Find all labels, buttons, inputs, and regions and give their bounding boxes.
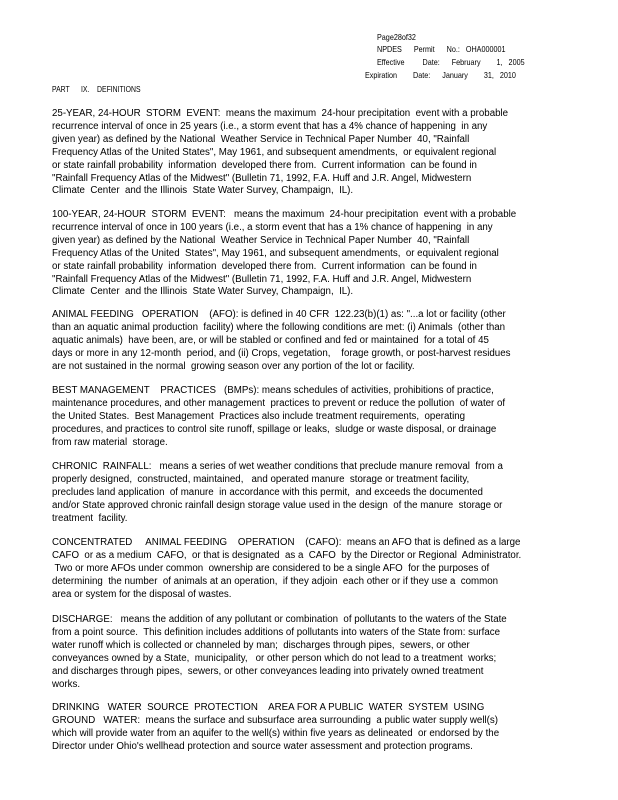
- expiration-date: Expiration Date: January 31, 2010: [365, 70, 516, 80]
- text-line: "Rainfall Frequency Atlas of the Midwest" (Bulletin 71, 1992, F.A. Huff and J.R. Angel, Midwestern: [52, 273, 472, 285]
- text-line: 25-YEAR, 24-HOUR STORM EVENT: means the maximum 24-hour precipitation event with a probable: [52, 108, 509, 119]
- effective-date: Effective Date: February 1, 2005: [377, 57, 525, 67]
- text-line: Climate Center and the Illinois State Water Survey, Champaign, IL).: [52, 185, 354, 197]
- text-line: given year) as defined by the National Weather Service in Technical Paper Number 40, "Rainfall: [52, 133, 470, 145]
- definition-25-year-storm: [52, 108, 612, 198]
- text-line: procedures, and practices to control site runoff, spillage or leaks, sludge or waste disposal, or drainage: [52, 423, 497, 435]
- text-line: treatment facility.: [52, 512, 128, 524]
- text-line: Frequency Atlas of the United States", May 1961, and subsequent amendments, or equivalent regional: [52, 146, 497, 158]
- text-line: from a point source. This definition includes additions of pollutants into waters of the State from: surface: [52, 626, 501, 638]
- part-heading: PART IX. DEFINITIONS: [52, 84, 141, 94]
- definition-chronic-rainfall: [52, 461, 612, 526]
- text-line: GROUND WATER: means the surface and subsurface area surrounding a public water supply well(s): [52, 714, 499, 726]
- text-line: CHRONIC RAINFALL: means a series of wet weather conditions that preclude manure removal from a: [52, 461, 503, 472]
- text-line: and discharges through pipes, sewers, or other conveyances leading into privately owned treatment: [52, 665, 484, 677]
- text-line: and/or State approved chronic rainfall design storage value used in the design of the manure storage or: [52, 499, 503, 511]
- definition-100-year-storm: [52, 209, 612, 299]
- text-line: are not sustained in the normal growing season over any portion of the lot or facility.: [52, 360, 415, 372]
- text-line: ANIMAL FEEDING OPERATION (AFO): is defined in 40 CFR 122.23(b)(1) as: "...a lot or facility (other: [52, 309, 506, 320]
- definition-cafo: [52, 537, 612, 602]
- text-line: BEST MANAGEMENT PRACTICES (BMPs): means schedules of activities, prohibitions of practice,: [52, 385, 494, 396]
- text-line: or state rainfall probability information developed there from. Current information can be found in: [52, 260, 477, 272]
- text-line: 100-YEAR, 24-HOUR STORM EVENT: means the maximum 24-hour precipitation event with a probable: [52, 209, 517, 220]
- text-line: determining the number of animals at an operation, if they adjoin each other or if they use a common: [52, 575, 499, 587]
- definition-afo: [52, 309, 612, 374]
- text-line: DISCHARGE: means the addition of any pollutant or combination of pollutants to the waters of the State: [52, 614, 507, 625]
- text-line: than an aquatic animal production facility) where the following conditions are met: (i) Animals (other than: [52, 321, 506, 333]
- text-line: precludes land application of manure in accordance with this permit, and exceeds the documented: [52, 486, 483, 498]
- text-line: works.: [52, 678, 81, 690]
- text-line: properly designed, constructed, maintained, and operated manure storage or treatment facility,: [52, 473, 470, 485]
- definition-bmps: [52, 385, 612, 450]
- text-line: from raw material storage.: [52, 436, 168, 448]
- text-line: conveyances owned by a State, municipality, or other person which do not lead to a treatment works;: [52, 652, 497, 664]
- permit-number: NPDES Permit No.: OHA000001: [377, 44, 506, 54]
- text-line: area or system for the disposal of wastes.: [52, 588, 232, 600]
- text-line: or state rainfall probability information developed there from. Current information can be found in: [52, 159, 477, 171]
- text-line: days or more in any 12-month period, and (ii) Crops, vegetation, forage growth, or post-harvest residues: [52, 347, 511, 359]
- text-line: Director under Ohio's wellhead protection and source water assessment and protection programs.: [52, 740, 473, 752]
- text-line: given year) as defined by the National Weather Service in Technical Paper Number 40, "Rainfall: [52, 234, 470, 246]
- text-line: recurrence interval of once in 25 years (i.e., a storm event that has a 4% chance of happening in any: [52, 120, 488, 132]
- definition-discharge: [52, 614, 612, 691]
- text-line: recurrence interval of once in 100 years (i.e., a storm event that has a 1% chance of happening in any: [52, 221, 493, 233]
- text-line: CONCENTRATED ANIMAL FEEDING OPERATION (CAFO): means an AFO that is defined as a large: [52, 537, 521, 548]
- text-line: water runoff which is collected or channeled by man; discharges through pipes, sewers, or other: [52, 639, 470, 651]
- text-line: which will provide water from an aquifer to the well(s) within five years as delineated or endorsed by the: [52, 727, 500, 739]
- text-line: DRINKING WATER SOURCE PROTECTION AREA FOR A PUBLIC WATER SYSTEM USING: [52, 702, 485, 713]
- text-line: "Rainfall Frequency Atlas of the Midwest" (Bulletin 71, 1992, F.A. Huff and J.R. Angel, Midwestern: [52, 172, 472, 184]
- text-line: maintenance procedures, and other management practices to prevent or reduce the pollution of water of: [52, 397, 506, 409]
- definition-drinking-water-source: [52, 702, 612, 754]
- text-line: Two or more AFOs under common ownership are considered to be a single AFO for the purposes of: [52, 562, 490, 574]
- text-line: Frequency Atlas of the United States", May 1961, and subsequent amendments, or equivalent regional: [52, 247, 499, 259]
- text-line: CAFO or as a medium CAFO, or that is designated as a CAFO by the Director or Regional Administrator.: [52, 549, 522, 561]
- page-number: Page28of32: [377, 32, 416, 42]
- text-line: Climate Center and the Illinois State Water Survey, Champaign, IL).: [52, 286, 354, 298]
- text-line: aquatic animals) have been, are, or will be stabled or confined and fed or maintained for a total of 45: [52, 334, 489, 346]
- text-line: the United States. Best Management Practices also include treatment requirements, operating: [52, 410, 466, 422]
